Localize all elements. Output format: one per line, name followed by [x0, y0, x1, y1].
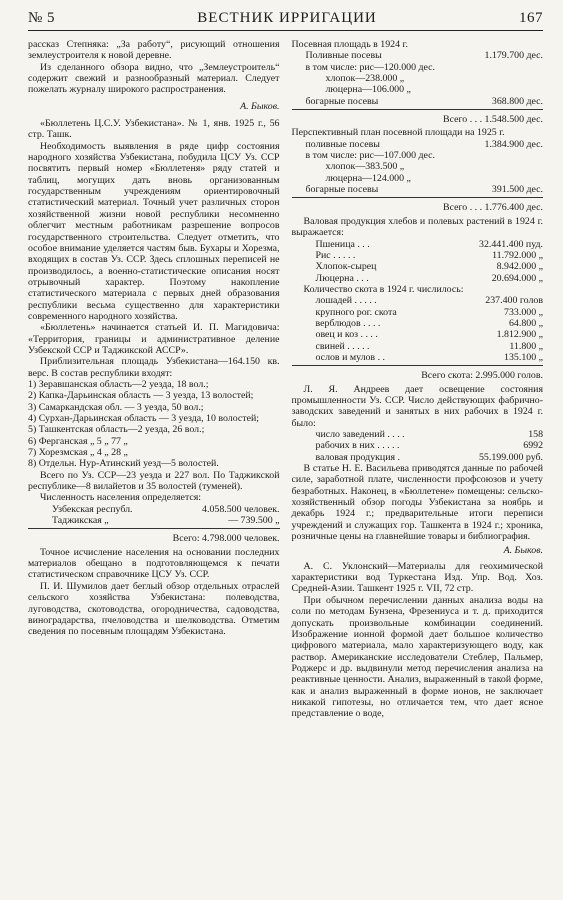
page-header — [28, 10, 543, 31]
table-cell — [470, 173, 543, 184]
gross-output-table — [292, 239, 544, 284]
table-cell: Рис . . . . . — [315, 249, 356, 261]
table-row — [292, 307, 544, 318]
table-cell: хлопок—383.500 „ — [325, 161, 405, 173]
paragraph: В статье Н. Е. Васильева приводятся данные по рабочей силе, заработной плате, численности профсоюзов и учету безработных. Наконец, в «Бюллетене» помещены: сельско-хозяйственный обзор погоды Узбекистана за ноябрь и декабрь 1924 г.; предварительные итоги переписи учреждений и служащих гор. Ташкента в 1924 г.; хроника, розничные цены на главнейшие товары и библиография. — [291, 463, 543, 543]
table-cell: богарные посевы — [305, 95, 379, 107]
table-row — [292, 452, 544, 463]
sown-area-table — [292, 50, 544, 107]
livestock-table — [292, 295, 544, 363]
sum-rule — [292, 109, 544, 110]
list-item: 4) Сурхан-Дарьинская область — 3 уезда, 10 волостей; — [28, 413, 260, 424]
industry-table — [292, 429, 544, 463]
table-cell: 1.179.700 дес. — [484, 50, 543, 62]
paragraph: рассказ Степняка: „За работу“, рисующий отношения землеустроителя к новой деревне. — [28, 39, 280, 62]
table-cell: богарные посевы — [305, 184, 379, 196]
paragraph: Количество скота в 1924 г. числилось: — [303, 283, 464, 295]
table-row — [28, 504, 280, 515]
paragraph: Л. Я. Андреев дает освещение состояния промышленности Уз. ССР. Число действующих фабрично-заводских заведений и занятых в них рабочих в 1924 г. было: — [291, 383, 543, 429]
table-cell: 158 — [528, 429, 543, 440]
table-row — [292, 96, 544, 107]
table-cell: 135.100 „ — [504, 351, 543, 363]
table-cell: 6992 — [523, 440, 543, 452]
sum-rule — [28, 528, 280, 529]
table-row — [28, 515, 280, 526]
table-caption: Посевная площадь в 1924 г. — [291, 39, 408, 50]
table-row — [292, 62, 544, 73]
list-item: 8) Отдельн. Нур-Атинский уезд—5 волостей. — [28, 458, 219, 470]
paragraph: П. И. Шумилов дает беглый обзор отдельных отраслей сельского хозяйства Узбекистана: полеводства, луговодства, скотоводства, огородничества, садоводства, виноградарства, пчеловодства и шелководства. Отметим сведения по посевным площадям Узбекистана. — [28, 580, 280, 638]
issue-number: № 5 — [28, 10, 56, 26]
table-cell: валовая продукция . — [315, 451, 400, 463]
table-cell: 20.694.000 „ — [491, 272, 543, 284]
table-cell: хлопок—238.000 „ — [325, 73, 405, 85]
table-row — [292, 139, 544, 150]
sum-rule — [292, 365, 544, 366]
table-cell — [470, 73, 543, 84]
table-cell: Узбекская республ. — [52, 503, 133, 515]
table-row — [292, 150, 544, 161]
table-cell: 1.812.900 „ — [496, 329, 543, 341]
list-item: 2) Капка-Дарьинская область — 3 уезда, 13 волостей; — [28, 390, 254, 402]
table-row — [292, 273, 544, 284]
table-cell: 4.058.500 человек. — [202, 503, 280, 515]
list-item: 6) Ферганская „ 5 „ 77 „ — [28, 435, 128, 447]
table-row — [292, 50, 544, 61]
table-cell: рабочих в них . . . . . — [315, 440, 400, 452]
table-cell: люцерна—106.000 „ — [325, 84, 411, 96]
paragraph: Точное исчисление населения на основании последних материалов обещано в подготовляющемся к печати статистическом справочнике ЦСУ Уз. ССР. — [28, 546, 280, 581]
table-row — [292, 161, 544, 172]
plan-table — [292, 139, 544, 196]
table-cell: 391.500 дес. — [491, 184, 543, 196]
paragraph: Численность населения определяется: — [40, 492, 202, 504]
regions-list — [28, 379, 280, 470]
table-cell — [470, 84, 543, 95]
table-cell: в том числе: рис—107.000 дес. — [305, 150, 435, 162]
signature: А. Быков. — [240, 100, 280, 112]
table-cell: крупного рог. скота — [315, 306, 397, 318]
journal-title: ВЕСТНИК ИРРИГАЦИИ — [197, 10, 377, 26]
paragraph: Приблизительная площадь Узбекистана—164.150 кв. верс. В состав республики входят: — [28, 356, 280, 379]
table-cell: 1.384.900 дес. — [484, 138, 543, 150]
plan-total: Всего . . . 1.776.400 дес. — [443, 202, 543, 214]
paragraph: Из сделанного обзора видно, что „Землеустроитель“ содержит свежий и разнообразный материал. Следует пожелать журналу широкого распространения. — [28, 61, 280, 96]
table-cell: верблюдов . . . . — [315, 317, 381, 329]
table-row — [292, 184, 544, 195]
table-cell: 11.792.000 „ — [492, 249, 543, 261]
table-cell: 55.199.000 руб. — [478, 451, 543, 463]
table-cell: число заведений . . . . — [315, 429, 405, 440]
livestock-total: Всего скота: 2.995.000 голов. — [421, 370, 543, 382]
table-cell: овец и коз . . . . — [315, 329, 378, 341]
review-title: «Бюллетень Ц.С.У. Узбекистана». № 1, янв. 1925 г., 56 стр. Ташк. — [28, 118, 280, 141]
table-cell: поливные посевы — [305, 138, 380, 150]
table-cell: Хлопок-сырец — [315, 261, 377, 273]
review-title: А. С. Уклонский—Материалы для геохимической характеристики вод Туркестана Изд. Упр. Вод. Хоз. Средней-Азии. Ташкент 1925 г. VII, 72 стр. — [291, 560, 543, 595]
list-item: 5) Ташкентская область—2 уезда, 26 вол.; — [28, 424, 205, 436]
table-row — [292, 295, 544, 306]
table-cell — [470, 150, 543, 161]
table-cell: 64.800 „ — [508, 317, 543, 329]
table-cell: Поливные посевы — [305, 50, 382, 62]
table-cell: свиней . . . . . — [315, 340, 370, 352]
table-row — [292, 239, 544, 250]
paragraph: При обычном перечислении данных анализа воды на соли по методам Бунзена, Фрезениуса и т. д. приходится допускать произвольные комбинации соединений. Изображение ионной формой дает большое количество цифрового материала, мало характеризующего воду, как раствор. Американские исследователи Стеблер, Пальмер, Роджерс и др. выдвинули метод перечисления анализа на реактивные ценности. Анализ, выраженный в такой форме, как и анализ выраженный в форме ионов, не заключает никакой гипотезы, но отличается тем, что дает ясное представление о воде, — [291, 594, 543, 720]
population-table — [28, 504, 280, 527]
table-cell: Таджикская „ — [52, 515, 109, 527]
paragraph: Валовая продукция хлебов и полевых растений в 1924 г. выражается: — [291, 215, 543, 239]
table-cell: 733.000 „ — [504, 306, 543, 318]
sown-total: Всего . . . 1.548.500 дес. — [443, 114, 543, 126]
table-row — [292, 352, 544, 363]
sum-rule — [292, 197, 544, 198]
paragraph: Необходимость выявления в ряде цифр состояния народного хозяйства Узбекистана, побудила ЦСУ Уз. ССР посвятить первый номер «Бюллетеня» ряду статей и таблиц, могущих дать вновь организованным государственным учреждениям ориентировочный статистический материал. Точный учет различных сторон хозяйственной жизни новой республики несомненно облегчит местным работникам разрешение вопросов государственного строительства. Следует отметить, что особое внимание уделяется частям быв. Бухары и Хорезма, входящих в состав Уз. ССР. Здесь сплошных переписей не производилось, а военно-статистические описания носят отрывочный характер. Поэтому накопление статистического материала с первых дней образования республики весьма существенно для характеристики современного народного хозяйства. — [28, 140, 280, 322]
paragraph: «Бюллетень» начинается статьей И. П. Магидовича: «Территория, границы и административное деление Узбекской ССР и Таджикской АССР». — [28, 322, 280, 356]
table-row — [292, 84, 544, 95]
table-cell — [470, 161, 543, 172]
table-cell: — 739.500 „ — [228, 515, 280, 527]
table-cell: в том числе: рис—120.000 дес. — [305, 61, 435, 73]
table-cell: 11.800 „ — [509, 340, 543, 352]
table-cell: 8.942.000 „ — [496, 261, 543, 273]
table-row — [292, 329, 544, 340]
table-cell — [470, 62, 543, 73]
table-row — [292, 318, 544, 329]
table-caption: Перспективный план посевной площади на 1925 г. — [291, 127, 505, 139]
table-row — [292, 440, 544, 451]
left-column — [28, 39, 280, 720]
table-cell: лошадей . . . . . — [315, 295, 377, 307]
table-cell: 32.441.400 пуд. — [479, 238, 543, 250]
table-cell: 368.800 дес. — [491, 95, 543, 107]
table-cell: Люцерна . . . — [315, 272, 369, 284]
table-row — [292, 341, 544, 352]
table-cell: ослов и мулов . . — [315, 351, 385, 363]
table-cell: Пшеница . . . — [315, 238, 370, 250]
table-row — [292, 250, 544, 261]
table-row — [292, 173, 544, 184]
list-item: 7) Хорезмская „ 4 „ 28 „ — [28, 447, 128, 459]
table-cell: 237.400 голов — [485, 295, 543, 307]
table-cell: люцерна—124.000 „ — [325, 172, 411, 184]
population-total: Всего: 4.798.000 человек. — [172, 533, 280, 545]
two-column-body — [28, 39, 543, 720]
list-item: 3) Самаркандская обл. — 3 уезда, 50 вол.; — [28, 401, 204, 413]
table-row — [292, 429, 544, 440]
signature: А. Быков. — [503, 545, 543, 557]
page-number: 167 — [518, 10, 543, 26]
right-column — [292, 39, 544, 720]
table-row — [292, 261, 544, 272]
list-item: 1) Зеравшанская область—2 уезда, 18 вол.; — [28, 378, 209, 390]
table-row — [292, 73, 544, 84]
paragraph: Всего по Уз. ССР—23 уезда и 227 вол. По Таджикской республике—8 вилайетов и 35 волостей (туменей). — [28, 469, 280, 493]
